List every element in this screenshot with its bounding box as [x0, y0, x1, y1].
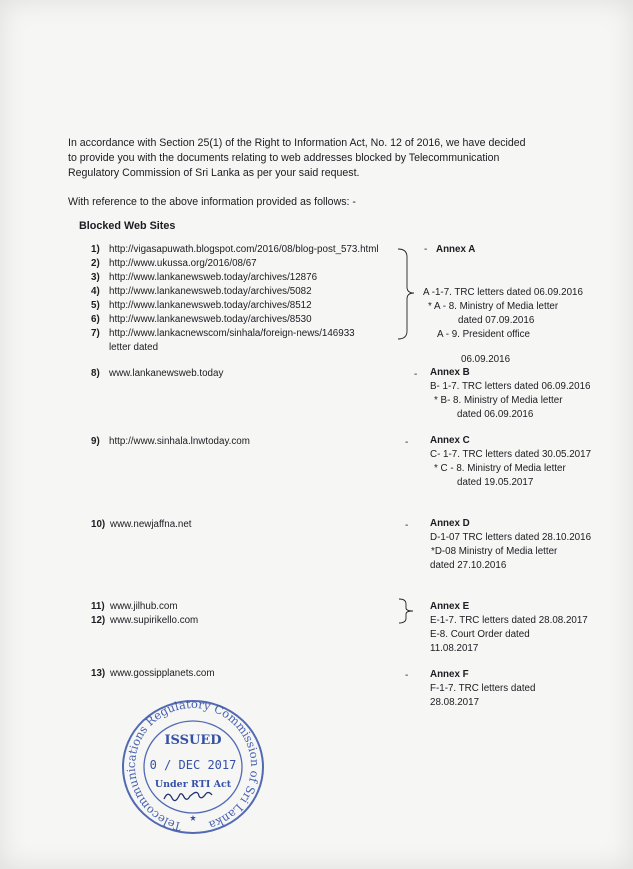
- site-url: http://www.lankanewsweb.today/archives/12876: [109, 272, 318, 283]
- intro-line-3: Regulatory Commission of Sri Lanka as per your said request.: [68, 167, 360, 179]
- site-number: 7): [91, 328, 100, 339]
- annex-e-line: 11.08.2017: [430, 643, 479, 654]
- site-url: www.newjaffna.net: [110, 519, 192, 530]
- official-stamp: [118, 698, 268, 838]
- stamp-note: Under RTI Act: [154, 779, 232, 790]
- annex-f-title: Annex F: [430, 669, 469, 680]
- site-number: 10): [91, 519, 106, 530]
- annex-a-line: dated 07.09.2016: [458, 315, 535, 326]
- annex-b-dash: -: [414, 369, 418, 380]
- annex-e-line: E-8. Court Order dated: [430, 629, 530, 640]
- annex-a-line: A -1-7. TRC letters dated 06.09.2016: [423, 287, 583, 298]
- annex-a-line: * A - 8. Ministry of Media letter: [428, 301, 559, 312]
- site-url: http://vigasapuwath.blogspot.com/2016/08/blog-post_573.html: [109, 244, 379, 255]
- stamp-status: ISSUED: [164, 733, 222, 748]
- annex-a-dash: -: [424, 244, 428, 255]
- site-number: 8): [91, 368, 100, 379]
- site-number: 13): [91, 668, 106, 679]
- annex-c-dash: -: [405, 437, 409, 448]
- annex-e-title: Annex E: [430, 601, 470, 612]
- site-url: www.supirikello.com: [110, 615, 199, 626]
- annex-f-dash: -: [405, 670, 409, 681]
- annex-d-line: D-1-07 TRC letters dated 28.10.2016: [430, 532, 592, 543]
- signature-scribble: [164, 792, 212, 800]
- stamp-ring-text: Telecommunications Regulatory Commission of Sri Lanka: [123, 698, 263, 834]
- intro-line-2: to provide you with the documents relating to web addresses blocked by Telecommunication: [68, 152, 500, 164]
- site-url: http://www.lankanewsweb.today/archives/8512: [109, 300, 312, 311]
- annex-c-line: * C - 8. Ministry of Media letter: [434, 463, 566, 474]
- site-url: http://www.lankanewsweb.today/archives/8530: [109, 314, 312, 325]
- site-number: 11): [91, 601, 105, 612]
- site-url: www.jilhub.com: [110, 601, 178, 612]
- intro-line-1: In accordance with Section 25(1) of the Right to Information Act, No. 12 of 2016, we have decided: [68, 137, 526, 149]
- site-url: http://www.ukussa.org/2016/08/67: [109, 258, 257, 269]
- annex-b-line: B- 1-7. TRC letters dated 06.09.2016: [430, 381, 591, 392]
- annex-b-line: * B- 8. Ministry of Media letter: [434, 395, 563, 406]
- annex-c-line: dated 19.05.2017: [457, 477, 534, 488]
- annex-a-title: Annex A: [436, 244, 476, 255]
- stamp-date: 0 / DEC 2017: [149, 758, 237, 772]
- grouping-brace: [398, 597, 416, 625]
- site-url: http://www.sinhala.lnwtoday.com: [109, 436, 250, 447]
- annex-f-line: 28.08.2017: [430, 697, 480, 708]
- site-number: 6): [91, 314, 100, 325]
- site-url: www.gossipplanets.com: [110, 668, 215, 679]
- site-url: http://www.lankacnewscom/sinhala/foreign-news/146933: [109, 328, 355, 339]
- annex-d-title: Annex D: [430, 518, 470, 529]
- annex-d-dash: -: [405, 520, 409, 531]
- annex-e-line: E-1-7. TRC letters dated 28.08.2017: [430, 615, 588, 626]
- reference-line: With reference to the above information provided as follows: -: [68, 196, 356, 208]
- site-number: 3): [91, 272, 100, 283]
- annex-f-line: F-1-7. TRC letters dated: [430, 683, 536, 694]
- annex-c-line: C- 1-7. TRC letters dated 30.05.2017: [430, 449, 592, 460]
- site-number: 5): [91, 300, 100, 311]
- section-heading: Blocked Web Sites: [79, 220, 176, 232]
- stamp-star-icon: [190, 815, 196, 821]
- site-url: http://www.lankanewsweb.today/archives/5082: [109, 286, 312, 297]
- annex-b-line: dated 06.09.2016: [457, 409, 534, 420]
- annex-a-line: 06.09.2016: [461, 354, 511, 365]
- site-number: 2): [91, 258, 100, 269]
- site-number: 12): [91, 615, 106, 626]
- site-number: 4): [91, 286, 100, 297]
- annex-a-line: A - 9. President office: [437, 329, 530, 340]
- annex-d-line: dated 27.10.2016: [430, 560, 507, 571]
- site-number: 9): [91, 436, 100, 447]
- annex-d-line: *D-08 Ministry of Media letter: [431, 546, 558, 557]
- site-url-continuation: letter dated: [109, 342, 159, 353]
- annex-c-title: Annex C: [430, 435, 470, 446]
- grouping-brace: [396, 245, 416, 343]
- annex-b-title: Annex B: [430, 367, 470, 378]
- site-number: 1): [91, 244, 100, 255]
- site-url: www.lankanewsweb.today: [109, 368, 224, 379]
